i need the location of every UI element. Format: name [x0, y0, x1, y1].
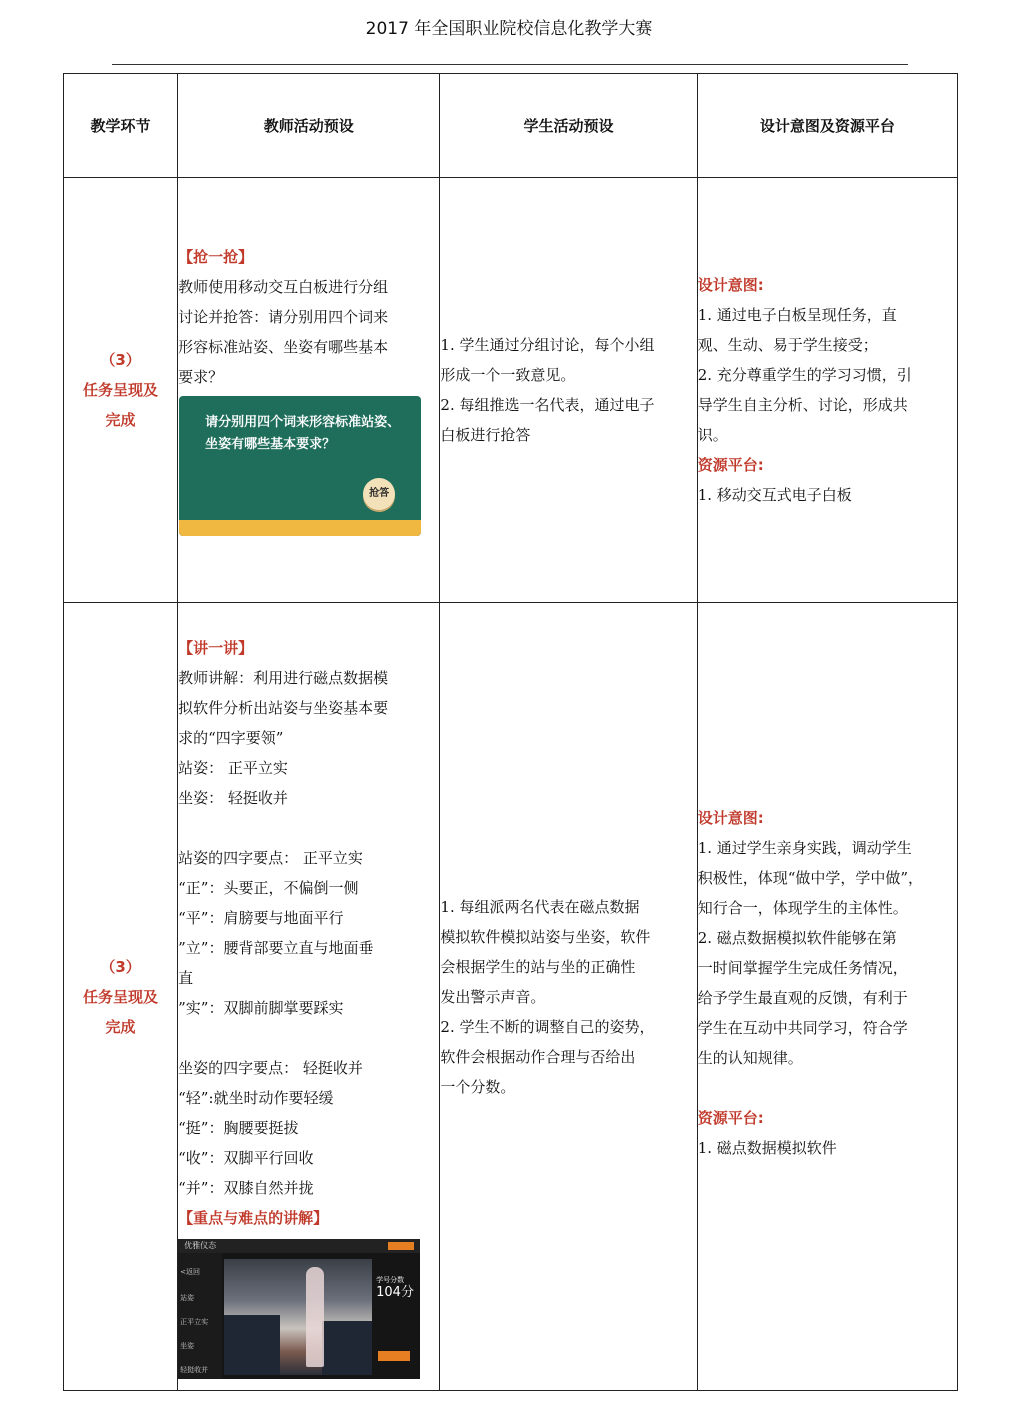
- sidebar-item: 轻挺收并: [180, 1366, 209, 1374]
- intent-heading: 设计意图:: [697, 809, 764, 827]
- text-line: 知行合一，体现学生的主体性。: [697, 899, 908, 917]
- app-tag: [388, 1242, 414, 1250]
- resource-heading: 资源平台:: [697, 456, 764, 474]
- text-line: 教师使用移动交互白板进行分组: [178, 278, 389, 296]
- student-activity-cell: [440, 603, 697, 1391]
- text-line: 1. 每组派两名代表在磁点数据: [440, 897, 640, 916]
- header-teacher: 教师活动预设: [178, 74, 440, 178]
- text-line: 一个分数。: [440, 1077, 516, 1096]
- text-line: 积极性，体现“做中学，学中做”，: [697, 869, 924, 887]
- text-line: 会根据学生的站与坐的正确性: [440, 957, 636, 976]
- board-bottom-bar: [179, 520, 421, 536]
- design-cell: [697, 603, 957, 1391]
- stage-cell: [64, 603, 178, 1391]
- text-line: 软件会根据动作合理与否给出: [440, 1047, 636, 1066]
- stage-number: （3）: [100, 957, 141, 976]
- text-line: 白板进行抢答: [440, 426, 531, 444]
- text-line: 1. 移动交互式电子白板: [697, 486, 852, 504]
- activity-heading: 【讲一讲】: [178, 639, 254, 657]
- score-value: 104分: [376, 1285, 414, 1300]
- text-line: 求的“四字要领”: [178, 729, 284, 747]
- sidebar-item: 坐姿: [180, 1342, 195, 1350]
- text-line: 2. 磁点数据模拟软件能够在第: [697, 929, 897, 947]
- board-question-line: 坐姿有哪些基本要求？: [205, 437, 336, 452]
- model-figure: [306, 1267, 324, 1367]
- text-line: 站姿： 正平立实: [178, 759, 288, 777]
- text-line: 形成一个一致意见。: [440, 366, 576, 384]
- text-line: 教师讲解：利用进行磁点数据模: [178, 669, 389, 687]
- lesson-plan-table: [63, 73, 958, 1391]
- text-line: 模拟软件模拟站姿与坐姿，软件: [440, 927, 651, 946]
- student-activity-cell: [440, 178, 697, 603]
- resource-heading: 资源平台:: [697, 1109, 764, 1127]
- table-row: [64, 603, 958, 1391]
- table-row: [64, 178, 958, 603]
- stage-name: 任务呈现及: [83, 987, 159, 1006]
- text-line: 坐姿的四字要点： 轻挺收并: [178, 1059, 363, 1077]
- text-line: 2. 每组推选一名代表，通过电子: [440, 396, 655, 414]
- teacher-activity-cell: [178, 603, 440, 1391]
- stage-name-cont: 完成: [105, 411, 136, 429]
- stage-number: （3）: [100, 351, 141, 369]
- spacer: [698, 1073, 957, 1103]
- text-line: 发出警示声音。: [440, 987, 546, 1006]
- text-line: 学生在互动中共同学习，符合学: [697, 1019, 908, 1037]
- stage-name-cont: 完成: [105, 1017, 136, 1036]
- activity-heading: 【抢一抢】: [178, 248, 254, 266]
- app-action-button: [378, 1351, 410, 1361]
- app-titlebar: [178, 1239, 420, 1253]
- text-line: “收”：双脚平行回收: [178, 1149, 314, 1167]
- crowd-left: [224, 1315, 280, 1375]
- text-line: 导学生自主分析、讨论，形成共: [697, 396, 908, 414]
- teacher-activity-cell: [178, 178, 440, 603]
- score-label: 学号分数: [376, 1276, 405, 1284]
- text-line: 站姿的四字要点： 正平立实: [178, 849, 363, 867]
- text-line: “平”：肩膀要与地面平行: [178, 909, 344, 927]
- header-student: 学生活动预设: [440, 74, 697, 178]
- back-link: <返回: [180, 1268, 200, 1276]
- text-line: 1. 磁点数据模拟软件: [697, 1139, 837, 1157]
- text-line: ”立”：腰背部要立直与地面垂: [178, 939, 374, 957]
- text-line: “正”：头要正，不偏倒一侧: [178, 879, 359, 897]
- text-line: 讨论并抢答：请分别用四个词来: [178, 308, 389, 326]
- page-title: 2017 年全国职业院校信息化教学大赛: [365, 19, 653, 39]
- text-line: ”实”：双脚前脚掌要踩实: [178, 999, 344, 1017]
- text-line: 2. 充分尊重学生的学习习惯，引: [697, 366, 912, 384]
- table-header-row: [64, 74, 958, 178]
- board-question: [205, 412, 405, 456]
- stage-name: 任务呈现及: [83, 381, 159, 399]
- stage-cell: [64, 178, 178, 603]
- text-line: “并”：双膝自然并拢: [178, 1179, 314, 1197]
- text-line: 直: [178, 969, 194, 987]
- text-line: 1. 学生通过分组讨论，每个小组: [440, 336, 655, 354]
- text-line: 拟软件分析出站姿与坐姿基本要: [178, 699, 389, 717]
- intent-heading: 设计意图:: [697, 276, 764, 294]
- posture-photo: [224, 1259, 372, 1375]
- text-line: 要求？: [178, 368, 224, 386]
- spacer: [178, 1023, 439, 1053]
- text-line: 形容标准站姿、坐姿有哪些基本: [178, 338, 389, 356]
- spacer: [178, 813, 439, 843]
- software-screenshot: [178, 1239, 420, 1379]
- whiteboard-image: [179, 396, 421, 536]
- text-line: 2. 学生不断的调整自己的姿势，: [440, 1017, 655, 1036]
- text-line: 生的认知规律。: [697, 1049, 803, 1067]
- board-answer-button: 抢答: [363, 478, 395, 510]
- app-title: 优雅仪态: [184, 1241, 217, 1250]
- score-panel: [376, 1275, 416, 1301]
- text-line: 识。: [697, 426, 728, 444]
- header-stage: 教学环节: [64, 74, 178, 178]
- sidebar-item: 站姿: [180, 1294, 195, 1302]
- text-line: 观、生动、易于学生接受；: [697, 336, 878, 354]
- header-design: 设计意图及资源平台: [697, 74, 957, 178]
- design-cell: [697, 178, 957, 603]
- text-line: “轻”:就坐时动作要轻缓: [178, 1089, 334, 1107]
- text-line: 坐姿： 轻挺收并: [178, 789, 288, 807]
- text-line: 1. 通过学生亲身实践，调动学生: [697, 839, 912, 857]
- crowd-right: [322, 1321, 372, 1375]
- text-line: “挺”：胸腰要挺拔: [178, 1119, 299, 1137]
- sidebar-item: 正平立实: [180, 1318, 209, 1326]
- title-divider: [112, 64, 908, 65]
- text-line: 1. 通过电子白板呈现任务，直: [697, 306, 897, 324]
- text-line: 一时间掌握学生完成任务情况，: [697, 959, 908, 977]
- board-question-line: 请分别用四个词来形容标准站姿、: [205, 415, 401, 430]
- text-line: 给予学生最直观的反馈，有利于: [697, 989, 908, 1007]
- app-sidebar: [178, 1253, 222, 1379]
- subheading: 【重点与难点的讲解】: [178, 1209, 329, 1227]
